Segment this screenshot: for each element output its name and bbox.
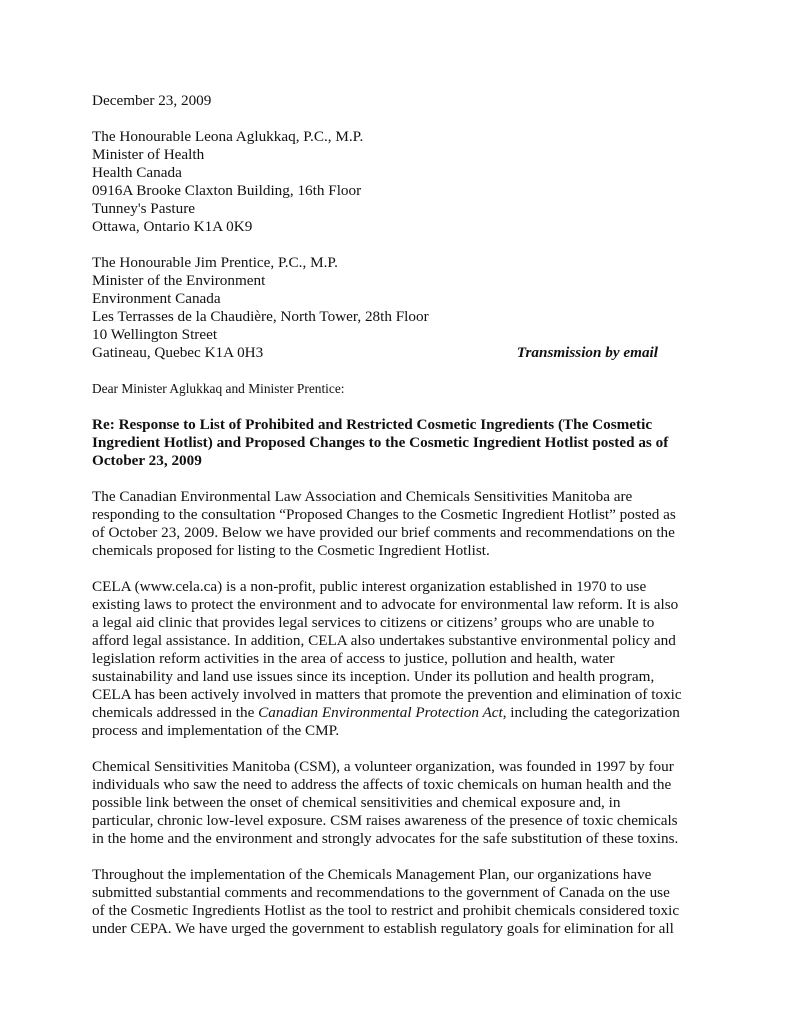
- recipient-department: Environment Canada: [92, 290, 221, 307]
- paragraph-line: existing laws to protect the environment and to advocate for environmental law reform. It is also: [92, 596, 679, 613]
- paragraph-line: Chemical Sensitivities Manitoba (CSM), a volunteer organization, was founded in 1997 by four: [92, 758, 674, 775]
- recipient-name: The Honourable Jim Prentice, P.C., M.P.: [92, 254, 338, 271]
- recipient-address-line: Les Terrasses de la Chaudière, North Tower, 28th Floor: [92, 308, 429, 325]
- transmission-note: Transmission by email: [516, 344, 658, 361]
- act-title: Canadian Environmental Protection Act: [258, 704, 503, 721]
- text-run: chemicals addressed in the: [92, 704, 259, 721]
- paragraph-line: individuals who saw the need to address the affects of toxic chemicals on human health and the: [92, 776, 672, 793]
- paragraph-line: in the home and the environment and strongly advocates for the safe substitution of these toxins.: [92, 830, 679, 847]
- recipient-title: Minister of Health: [92, 146, 205, 163]
- paragraph-line: afford legal assistance. In addition, CELA also undertakes substantive environmental policy and: [92, 632, 676, 649]
- paragraph-line: submitted substantial comments and recommendations to the government of Canada on the use: [92, 884, 670, 901]
- paragraph-line: Throughout the implementation of the Chemicals Management Plan, our organizations have: [92, 866, 652, 883]
- paragraph-line: particular, chronic low-level exposure. CSM raises awareness of the presence of toxic chemicals: [92, 812, 678, 829]
- paragraph-line: The Canadian Environmental Law Association and Chemicals Sensitivities Manitoba are: [92, 488, 633, 505]
- paragraph-line: chemicals proposed for listing to the Cosmetic Ingredient Hotlist.: [92, 542, 490, 559]
- salutation: Dear Minister Aglukkaq and Minister Prentice:: [92, 381, 345, 396]
- paragraph-csm: [92, 758, 702, 848]
- paragraph-line: legislation reform activities in the area of access to justice, pollution and health, water: [92, 650, 615, 667]
- subject-text: Ingredient Hotlist) and Proposed Changes to the Cosmetic Ingredient Hotlist posted as of: [92, 434, 669, 451]
- paragraph-cela: [92, 578, 702, 740]
- text-run: , including the categorization: [502, 704, 680, 721]
- paragraph-line: possible link between the onset of chemical sensitivities and chemical exposure and, in: [92, 794, 621, 811]
- subject-text: October 23, 2009: [92, 452, 202, 469]
- recipient-environment-minister: [92, 254, 702, 362]
- paragraph-cmp: [92, 866, 702, 938]
- paragraph-line: under CEPA. We have urged the government to establish regulatory goals for elimination for all: [92, 920, 674, 937]
- recipient-address-line: 0916A Brooke Claxton Building, 16th Floor: [92, 182, 362, 199]
- recipient-address-line: 10 Wellington Street: [92, 326, 218, 343]
- paragraph-line: sustainability and land use issues since its inception. Under its pollution and health program,: [92, 668, 655, 685]
- paragraph-line: process and implementation of the CMP.: [92, 722, 340, 739]
- recipient-health-minister: [92, 128, 702, 236]
- subject-text: Re: Response to List of Prohibited and Restricted Cosmetic Ingredients (The Cosmetic: [92, 416, 653, 433]
- letter-page: [92, 92, 702, 938]
- subject-line: [92, 416, 702, 470]
- paragraph-line: CELA has been actively involved in matters that promote the prevention and elimination of toxic: [92, 686, 682, 703]
- paragraph-line: responding to the consultation “Proposed Changes to the Cosmetic Ingredient Hotlist” posted as: [92, 506, 676, 523]
- recipient-department: Health Canada: [92, 164, 182, 181]
- recipient-title: Minister of the Environment: [92, 272, 266, 289]
- recipient-city-postal: Gatineau, Quebec K1A 0H3: [92, 344, 264, 361]
- paragraph-intro: [92, 488, 702, 560]
- paragraph-line: CELA (www.cela.ca) is a non-profit, public interest organization established in 1970 to use: [92, 578, 647, 595]
- recipient-name: The Honourable Leona Aglukkaq, P.C., M.P.: [92, 128, 364, 145]
- recipient-address-line: Tunney's Pasture: [92, 200, 196, 217]
- recipient-city-postal: Ottawa, Ontario K1A 0K9: [92, 218, 253, 235]
- letter-date: December 23, 2009: [92, 92, 212, 109]
- paragraph-line: of October 23, 2009. Below we have provided our brief comments and recommendations on the: [92, 524, 675, 541]
- paragraph-line: [92, 704, 702, 722]
- paragraph-line: of the Cosmetic Ingredients Hotlist as the tool to restrict and prohibit chemicals considered toxic: [92, 902, 680, 919]
- paragraph-line: a legal aid clinic that provides legal services to citizens or citizens’ groups who are unable to: [92, 614, 655, 631]
